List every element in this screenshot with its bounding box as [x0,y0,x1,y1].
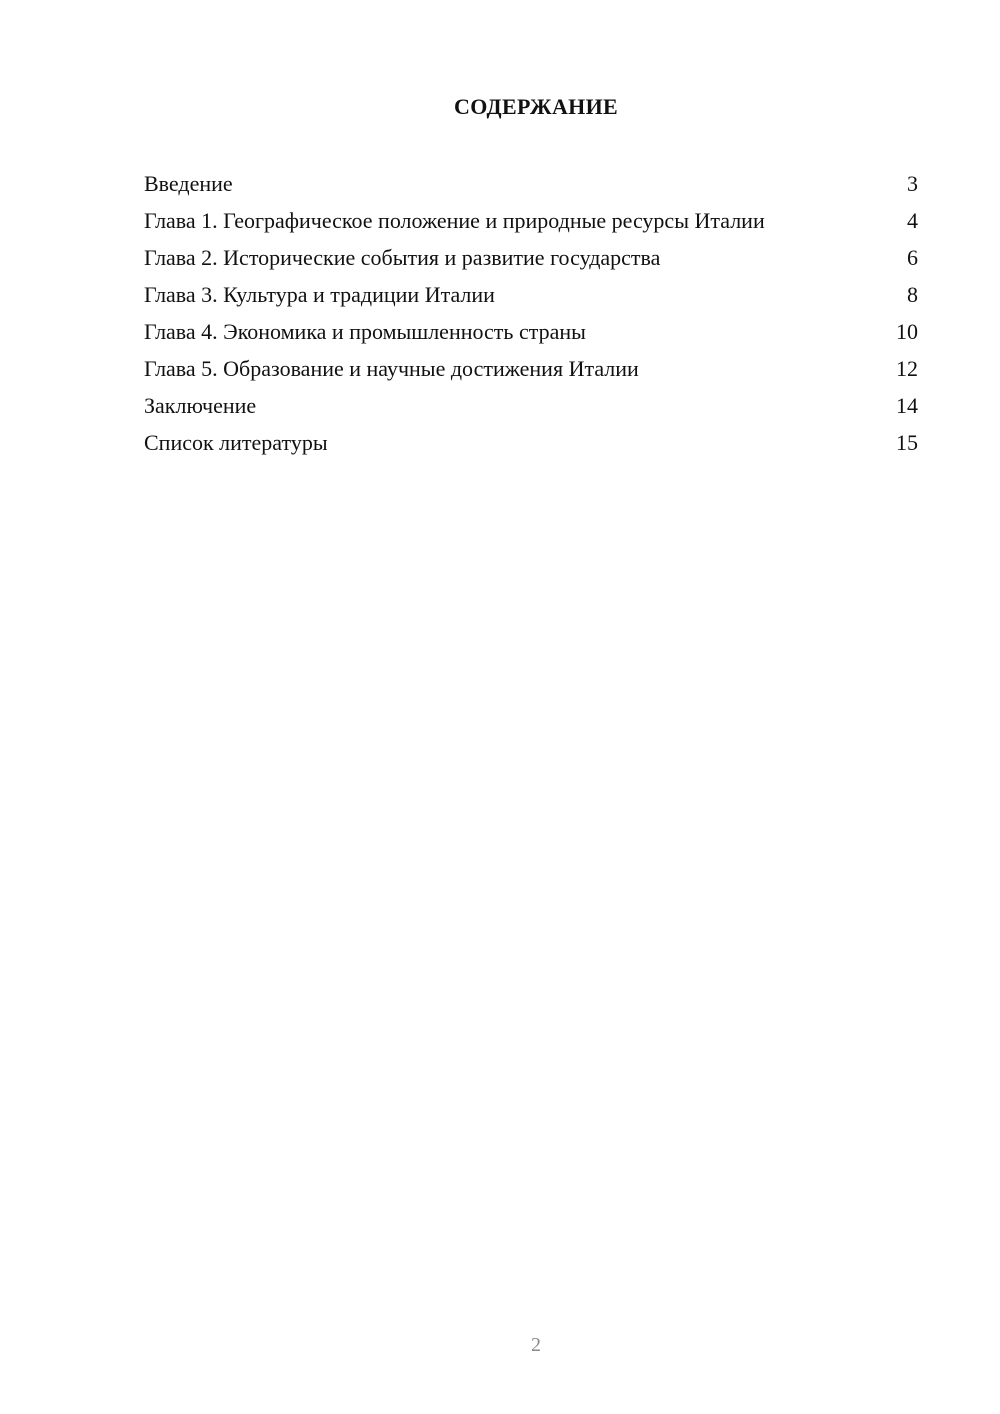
toc-entry-title: Глава 3. Культура и традиции Италии [144,282,495,307]
toc-entry-page: 3 [907,171,918,196]
toc-entry [144,429,918,456]
toc-entry [144,244,918,271]
toc-entry-title: Глава 1. Географическое положение и природные ресурсы Италии [144,208,765,233]
toc-entry-title: Введение [144,171,233,196]
page-title: СОДЕРЖАНИЕ [454,94,618,119]
toc-entry-title: Список литературы [144,430,328,455]
toc-entry [144,207,918,234]
toc-entry-page: 14 [896,393,918,418]
toc-entry [144,392,918,419]
toc-entry-page: 15 [896,430,918,455]
toc-entry-page: 4 [907,208,918,233]
toc-entry [144,355,918,382]
table-of-contents [144,170,918,466]
toc-entry-title: Глава 5. Образование и научные достижения Италии [144,356,639,381]
toc-entry-page: 12 [896,356,918,381]
toc-entry [144,318,918,345]
toc-entry [144,170,918,197]
toc-entry-page: 10 [896,319,918,344]
toc-entry [144,281,918,308]
toc-entry-title: Глава 2. Исторические события и развитие государства [144,245,661,270]
page-number: 2 [531,1334,541,1356]
toc-entry-page: 6 [907,245,918,270]
toc-entry-title: Глава 4. Экономика и промышленность страны [144,319,586,344]
toc-entry-title: Заключение [144,393,257,418]
toc-entry-page: 8 [907,282,918,307]
